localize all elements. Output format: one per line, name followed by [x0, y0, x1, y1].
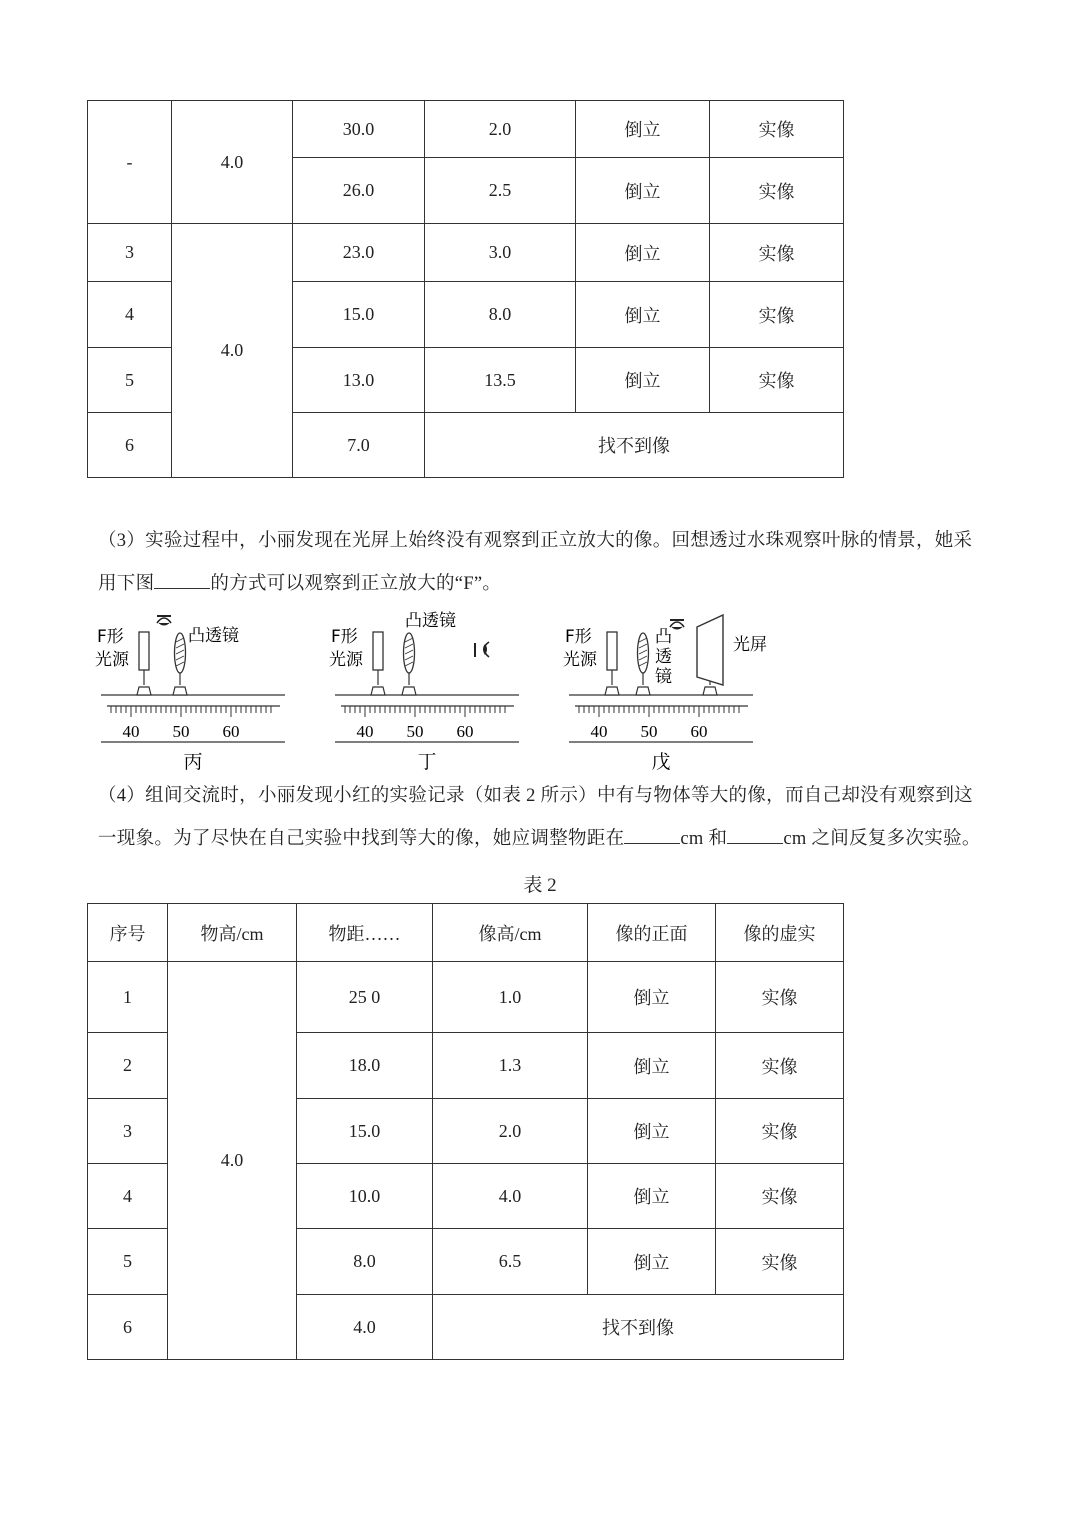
cell-orientation: 倒立: [588, 1164, 716, 1229]
cell-distance: 26.0: [293, 158, 425, 224]
cell-index: 2: [88, 1033, 168, 1099]
tick-label: 40: [590, 722, 608, 741]
cell-distance: 13.0: [293, 348, 425, 413]
lens-label: 凸透镜: [405, 611, 456, 631]
table-2: [87, 903, 844, 1360]
cell-distance: 7.0: [293, 413, 425, 478]
cell-index: 3: [88, 1099, 168, 1164]
answer-blank[interactable]: [154, 570, 210, 589]
cell-nature: 实像: [716, 962, 844, 1033]
cell-distance: 15.0: [297, 1099, 433, 1164]
table-row: [88, 962, 844, 1033]
cell-image-height: 6.5: [433, 1229, 588, 1295]
cell-index: 6: [88, 413, 172, 478]
cell-distance: 25 0: [297, 962, 433, 1033]
cell-distance: 23.0: [293, 224, 425, 282]
table-2-caption: 表 2: [523, 875, 557, 896]
cell-distance: 15.0: [293, 282, 425, 348]
cell-distance: 8.0: [297, 1229, 433, 1295]
tick-label: 40: [356, 722, 374, 741]
question-4-text: 一现象。为了尽快在自己实验中找到等大的像，她应调整物距在: [98, 829, 625, 849]
tick-label: 40: [122, 722, 140, 741]
question-3-line-2: [98, 563, 988, 606]
cell-orientation: 倒立: [576, 224, 710, 282]
lens-label: 凸透镜: [188, 626, 239, 646]
figure-caption: 戊: [651, 752, 671, 773]
source-label: F形: [331, 627, 358, 647]
cell-nature: 实像: [716, 1229, 844, 1295]
table-row: [88, 101, 844, 158]
lens-label: 透: [655, 647, 672, 667]
cell-nature: 实像: [716, 1033, 844, 1099]
cell-nature: 实像: [710, 348, 844, 413]
question-4-text: cm 和: [680, 829, 728, 849]
cell-index: 4: [88, 282, 172, 348]
cell-index: 5: [88, 348, 172, 413]
cell-distance: 30.0: [293, 101, 425, 158]
column-header: 像的虚实: [716, 904, 844, 962]
figure-ding: [329, 610, 519, 773]
cell-orientation: 倒立: [576, 101, 710, 158]
cell-orientation: 倒立: [588, 1229, 716, 1295]
cell-nature: 实像: [716, 1164, 844, 1229]
cell-image-height: 8.0: [425, 282, 576, 348]
cell-no-image: 找不到像: [425, 413, 844, 478]
light-screen: [697, 615, 723, 685]
table-1: [87, 100, 844, 478]
cell-distance: 18.0: [297, 1033, 433, 1099]
cell-object-height: 4.0: [168, 962, 297, 1360]
cell-image-height: 2.0: [425, 101, 576, 158]
cell-orientation: 倒立: [576, 158, 710, 224]
question-3-line-1: （3）实验过程中，小丽发现在光屏上始终没有观察到正立放大的像。回想透过水珠观察叶脉的情景，她采: [98, 531, 973, 551]
f-light-source: [373, 632, 383, 670]
cell-orientation: 倒立: [576, 282, 710, 348]
cell-distance: 10.0: [297, 1164, 433, 1229]
question-3-text: 的方式可以观察到正立放大的“F”。: [210, 574, 502, 594]
lens-label: 镜: [655, 667, 672, 687]
column-header: 序号: [88, 904, 168, 962]
cell-orientation: 倒立: [588, 1099, 716, 1164]
cell-image-height: 2.5: [425, 158, 576, 224]
cell-index: -: [88, 101, 172, 224]
cell-nature: 实像: [710, 224, 844, 282]
cell-index: 4: [88, 1164, 168, 1229]
figure-caption: 丙: [183, 752, 203, 773]
tick-label: 60: [222, 722, 240, 741]
eye-icon: [670, 620, 684, 629]
cell-index: 1: [88, 962, 168, 1033]
source-label: F形: [97, 627, 124, 647]
optics-figures: [95, 605, 795, 775]
eye-icon: [475, 642, 489, 657]
column-header: 物距……: [297, 904, 433, 962]
source-label: F形: [565, 627, 592, 647]
answer-blank[interactable]: [727, 825, 783, 844]
cell-index: 6: [88, 1295, 168, 1360]
cell-image-height: 3.0: [425, 224, 576, 282]
screen-label: 光屏: [733, 635, 767, 655]
tick-label: 50: [640, 722, 658, 741]
cell-distance: 4.0: [297, 1295, 433, 1360]
cell-nature: 实像: [710, 101, 844, 158]
figure-wu: [563, 615, 767, 773]
answer-blank[interactable]: [624, 825, 680, 844]
table-row: [88, 224, 844, 282]
question-3: [98, 520, 988, 606]
cell-index: 3: [88, 224, 172, 282]
column-header: 物高/cm: [168, 904, 297, 962]
cell-image-height: 2.0: [433, 1099, 588, 1164]
cell-nature: 实像: [716, 1099, 844, 1164]
question-4-text: cm 之间反复多次实验。: [783, 829, 981, 849]
column-header: 像的正面: [588, 904, 716, 962]
convex-lens: [175, 633, 186, 673]
source-label: 光源: [95, 650, 129, 670]
cell-orientation: 倒立: [588, 962, 716, 1033]
cell-orientation: 倒立: [588, 1033, 716, 1099]
cell-nature: 实像: [710, 282, 844, 348]
table-header-row: [88, 904, 844, 962]
eye-icon: [157, 616, 171, 625]
cell-orientation: 倒立: [576, 348, 710, 413]
question-4-line-1: （4）组间交流时，小丽发现小红的实验记录（如表 2 所示）中有与物体等大的像，而自己却没有观察到这: [98, 786, 973, 806]
cell-object-height: 4.0: [172, 101, 293, 224]
tick-label: 50: [406, 722, 424, 741]
source-label: 光源: [329, 650, 363, 670]
question-4: [98, 775, 988, 861]
cell-nature: 实像: [710, 158, 844, 224]
tick-label: 60: [456, 722, 474, 741]
tick-label: 60: [690, 722, 708, 741]
lens-label: 凸: [655, 627, 672, 647]
cell-no-image: 找不到像: [433, 1295, 844, 1360]
column-header: 像高/cm: [433, 904, 588, 962]
figure-caption: 丁: [417, 752, 437, 773]
source-label: 光源: [563, 650, 597, 670]
question-4-line-2: [98, 818, 988, 861]
tick-label: 50: [172, 722, 190, 741]
cell-image-height: 4.0: [433, 1164, 588, 1229]
f-light-source: [607, 632, 617, 670]
cell-image-height: 13.5: [425, 348, 576, 413]
convex-lens: [638, 633, 649, 673]
f-light-source: [139, 632, 149, 670]
question-3-text: 用下图: [98, 574, 155, 594]
convex-lens: [404, 633, 415, 673]
cell-image-height: 1.3: [433, 1033, 588, 1099]
figure-bing: [95, 616, 285, 773]
cell-object-height: 4.0: [172, 224, 293, 478]
cell-image-height: 1.0: [433, 962, 588, 1033]
cell-index: 5: [88, 1229, 168, 1295]
